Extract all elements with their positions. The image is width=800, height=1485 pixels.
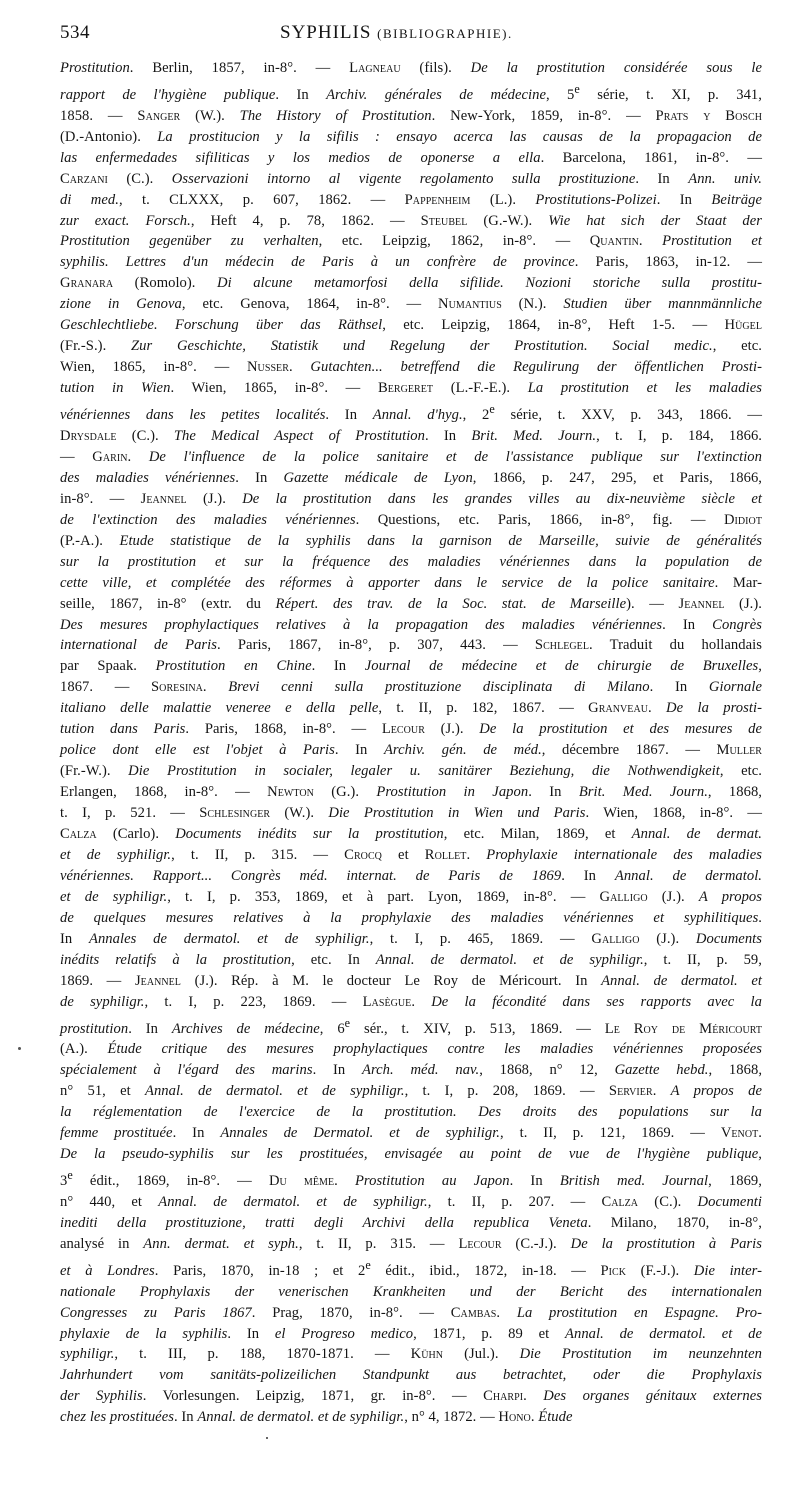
text-line: spécialement à l'égard des marins. In Arch. méd. nav., 1868, n° 12, Gazette hebd., 1868, bbox=[60, 1062, 763, 1079]
text-line: syphilis. Lettres d'un médecin de Paris à un confrère de province. Paris, 1863, in-12. — bbox=[60, 254, 762, 271]
text-line: n° 51, et Annal. de dermatol. et de syphiligr., t. I, p. 208, 1869. — Servier. A propos de bbox=[60, 1083, 763, 1100]
text-line: t. I, p. 521. — Schlesinger (W.). Die Prostitution in Wien und Paris. Wien, 1868, in-8°. — bbox=[60, 805, 762, 822]
text-line: Carzani (C.). Osservazioni intorno al vigente regolamento sulla prostituzione. In Ann. univ. bbox=[60, 170, 762, 187]
text-line: prostitution. In Archives de médecine, 6e sér., t. XIV, p. 513, 1869. — Le Roy de Méricourt bbox=[60, 1015, 762, 1037]
text-line: par Spaak. Prostitution en Chine. In Journal de médecine et de chirurgie de Bruxelles, bbox=[60, 658, 762, 675]
text-line: Prostitution gegenüber zu verhalten, etc. Leipzig, 1862, in-8°. — Quantin. Prostitution et bbox=[60, 233, 763, 250]
text-line: de quelques mesures relatives à la prophylaxie des maladies vénériennes et syphilitiques. bbox=[60, 909, 762, 926]
text-line: (Fr.-S.). Zur Geschichte, Statistik und Regelung der Prostitution. Social medic., etc. bbox=[60, 338, 762, 355]
running-title-main: SYPHILIS bbox=[280, 22, 372, 43]
text-line: italiano delle malattie veneree e della pelle, t. II, p. 182, 1867. — Granveau. De la prosti- bbox=[60, 700, 762, 717]
text-line: (D.-Antonio). La prostitucion y la sifilis : ensayo acerca las causas de la propagacion de bbox=[60, 128, 762, 145]
text-line: et de syphiligr., t. II, p. 315. — Crocq et Rollet. Prophylaxie internationale des maladies bbox=[60, 846, 762, 863]
text-line: vénériennes. Rapport... Congrès méd. internat. de Paris de 1869. In Annal. de dermatol. bbox=[60, 867, 763, 884]
text-line: Prostitution. Berlin, 1857, in-8°. — Lagneau (fils). De la prostitution considérée sous le bbox=[60, 60, 763, 76]
text-line: police dont elle est l'objet à Paris. In Archiv. gén. de méd., décembre 1867. — Muller bbox=[60, 742, 762, 759]
text-line: et à Londres. Paris, 1870, in-18 ; et 2e édit., ibid., 1872, in-18. — Pick (F.-J.). Die inter- bbox=[60, 1257, 763, 1279]
text-line: tution in Wien. Wien, 1865, in-8°. — Bergeret (L.-F.-E.). La prostitution et les maladies bbox=[60, 380, 762, 397]
text-line: — Garin. De l'influence de la police sanitaire et de l'assistance publique sur l'extinction bbox=[60, 448, 762, 465]
text-line: cette ville, et complétée des réformes à apporter dans le service de la police sanitaire. Mar- bbox=[60, 574, 762, 591]
text-line: Jahrhundert vom sanitäts-polizeilichen Standpunkt aus betrachtet, oder die Prophylaxis bbox=[60, 1367, 762, 1384]
text-line: di med., t. CLXXX, p. 607, 1862. — Pappenheim (L.). Prostitutions-Polizei. In Beiträge bbox=[60, 191, 763, 208]
text-line: de l'extinction des maladies vénériennes. Questions, etc. Paris, 1866, in-8°, fig. — Didiot bbox=[60, 511, 762, 528]
text-line: (Fr.-W.). Die Prostitution in socialer, legaler u. sanitärer Beziehung, die Nothwendigkeit, etc. bbox=[60, 763, 762, 780]
text-line: tution dans Paris. Paris, 1868, in-8°. — Lecour (J.). De la prostitution et des mesures de bbox=[60, 721, 762, 738]
text-line: der Syphilis. Vorlesungen. Leipzig, 1871, gr. in-8°. — Charpi. Des organes génitaux externes bbox=[60, 1388, 762, 1405]
text-line: seille, 1867, in-8° (extr. du Répert. des trav. de la Soc. stat. de Marseille). — Jeannel (J.). bbox=[60, 595, 762, 612]
running-title bbox=[280, 22, 513, 44]
running-title-sub: (BIBLIOGRAPHIE). bbox=[377, 26, 513, 41]
text-line: in-8°. — Jeannel (J.). De la prostitution dans les grandes villes au dix-neuvième siècle et bbox=[60, 490, 763, 507]
text-line: rapport de l'hygiène publique. In Archiv. générales de médecine, 5e série, t. XI, p. 341, bbox=[60, 81, 762, 103]
text-line: international de Paris. Paris, 1867, in-8°, p. 307, 443. — Schlegel. Traduit du hollandais bbox=[60, 637, 762, 654]
text-line: De la pseudo-syphilis sur les prostituées, envisagée au point de vue de l'hygiène publique, bbox=[60, 1146, 762, 1163]
text-line: femme prostituée. In Annales de Dermatol. et de syphiligr., t. II, p. 121, 1869. — Venot. bbox=[60, 1125, 762, 1142]
page-speck bbox=[266, 1437, 268, 1439]
text-line: (A.). Étude critique des mesures prophylactiques contre les maladies vénériennes proposées bbox=[60, 1041, 762, 1058]
text-line: zur exact. Forsch., Heft 4, p. 78, 1862. — Steubel (G.-W.). Wie hat sich der Staat der bbox=[60, 212, 763, 229]
text-line: zione in Genova, etc. Genova, 1864, in-8°. — Numantius (N.). Studien über mannmännliche bbox=[60, 296, 763, 313]
text-line: (P.-A.). Etude statistique de la syphilis dans la garnison de Marseille, suivie de généralités bbox=[60, 532, 762, 549]
text-line: Geschlechtliebe. Forschung über das Räthsel, etc. Leipzig, 1864, in-8°, Heft 1-5. — Hügel bbox=[60, 317, 762, 334]
text-line: Drysdale (C.). The Medical Aspect of Prostitution. In Brit. Med. Journ., t. I, p. 184, 1866. bbox=[60, 427, 762, 444]
text-line: 1867. — Soresina. Brevi cenni sulla prostituzione disciplinata di Milano. In Giornale bbox=[60, 679, 762, 696]
text-line: Des mesures prophylactiques relatives à la propagation des maladies vénériennes. In Congrès bbox=[60, 616, 762, 633]
text-line: syphiligr., t. III, p. 188, 1870-1871. — Kühn (Jul.). Die Prostitution im neunzehnten bbox=[60, 1346, 762, 1363]
text-line: Calza (Carlo). Documents inédits sur la prostitution, etc. Milan, 1869, et Annal. de dermat. bbox=[60, 826, 763, 843]
page-header bbox=[60, 22, 762, 58]
text-line: 3e édit., 1869, in-8°. — Du même. Prostitution au Japon. In British med. Journal, 1869, bbox=[60, 1168, 762, 1189]
text-line: phylaxie de la syphilis. In el Progreso medico, 1871, p. 89 et Annal. de dermatol. et de bbox=[60, 1325, 763, 1342]
text-line: de syphiligr., t. I, p. 223, 1869. — Lasègue. De la fécondité dans ses rapports avec la bbox=[60, 993, 762, 1010]
text-line: inédits relatifs à la prostitution, etc. In Annal. de dermatol. et de syphiligr., t. II, p. 59, bbox=[60, 951, 762, 968]
text-line: 1869. — Jeannel (J.). Rép. à M. le docteur Le Roy de Méricourt. In Annal. de dermatol. et bbox=[60, 972, 762, 989]
page-number: 534 bbox=[60, 22, 90, 43]
text-line: las enfermedades sifiliticas y los medios de oponerse a ella. Barcelona, 1861, in-8°. — bbox=[60, 149, 762, 166]
text-line: sur la prostitution et sur la fréquence des maladies vénériennes dans la population de bbox=[60, 553, 762, 570]
text-line: des maladies vénériennes. In Gazette médicale de Lyon, 1866, p. 247, 295, et Paris, 1866, bbox=[60, 469, 762, 486]
text-line: Granara (Romolo). Di alcune metamorfosi della sifilide. Nozioni storiche sulla prostitu- bbox=[60, 275, 762, 292]
text-line: Erlangen, 1868, in-8°. — Newton (G.). Prostitution in Japon. In Brit. Med. Journ., 1868, bbox=[60, 784, 763, 801]
text-line: n° 440, et Annal. de dermatol. et de syphiligr., t. II, p. 207. — Calza (C.). Documenti bbox=[60, 1193, 763, 1210]
text-line: nationale Prophylaxis der venerischen Krankheiten und der Bericht des internationalen bbox=[60, 1283, 762, 1300]
text-line: analysé in Ann. dermat. et syph., t. II, p. 315. — Lecour (C.-J.). De la prostitution à Paris bbox=[60, 1235, 762, 1252]
text-line: la réglementation de l'exercice de la prostitution. Des droits des populations sur la bbox=[60, 1104, 762, 1121]
text-line: inediti della prostituzione, tratti degli Archivi della republica Veneta. Milano, 1870, in-8°, bbox=[60, 1214, 762, 1231]
text-line: Congresses zu Paris 1867. Prag, 1870, in-8°. — Cambas. La prostitution en Espagne. Pro- bbox=[60, 1304, 762, 1321]
text-line: In Annales de dermatol. et de syphiligr., t. I, p. 465, 1869. — Galligo (J.). Documents bbox=[60, 930, 763, 947]
margin-mark bbox=[18, 1047, 21, 1050]
text-line: vénériennes dans les petites localités. In Annal. d'hyg., 2e série, t. XXV, p. 343, 1866. — bbox=[60, 402, 762, 423]
text-line: chez les prostituées. In Annal. de dermatol. et de syphiligr., n° 4, 1872. — Hono. Étude bbox=[60, 1409, 573, 1426]
text-line: Wien, 1865, in-8°. — Nusser. Gutachten... betreffend die Regulirung der öffentlichen Prosti- bbox=[60, 359, 762, 376]
bibliography-text bbox=[60, 58, 762, 1428]
text-line: 1858. — Sanger (W.). The History of Prostitution. New-York, 1859, in-8°. — Prats y Bosch bbox=[60, 107, 762, 124]
text-line: et de syphiligr., t. I, p. 353, 1869, et à part. Lyon, 1869, in-8°. — Galligo (J.). A propos bbox=[60, 888, 762, 905]
